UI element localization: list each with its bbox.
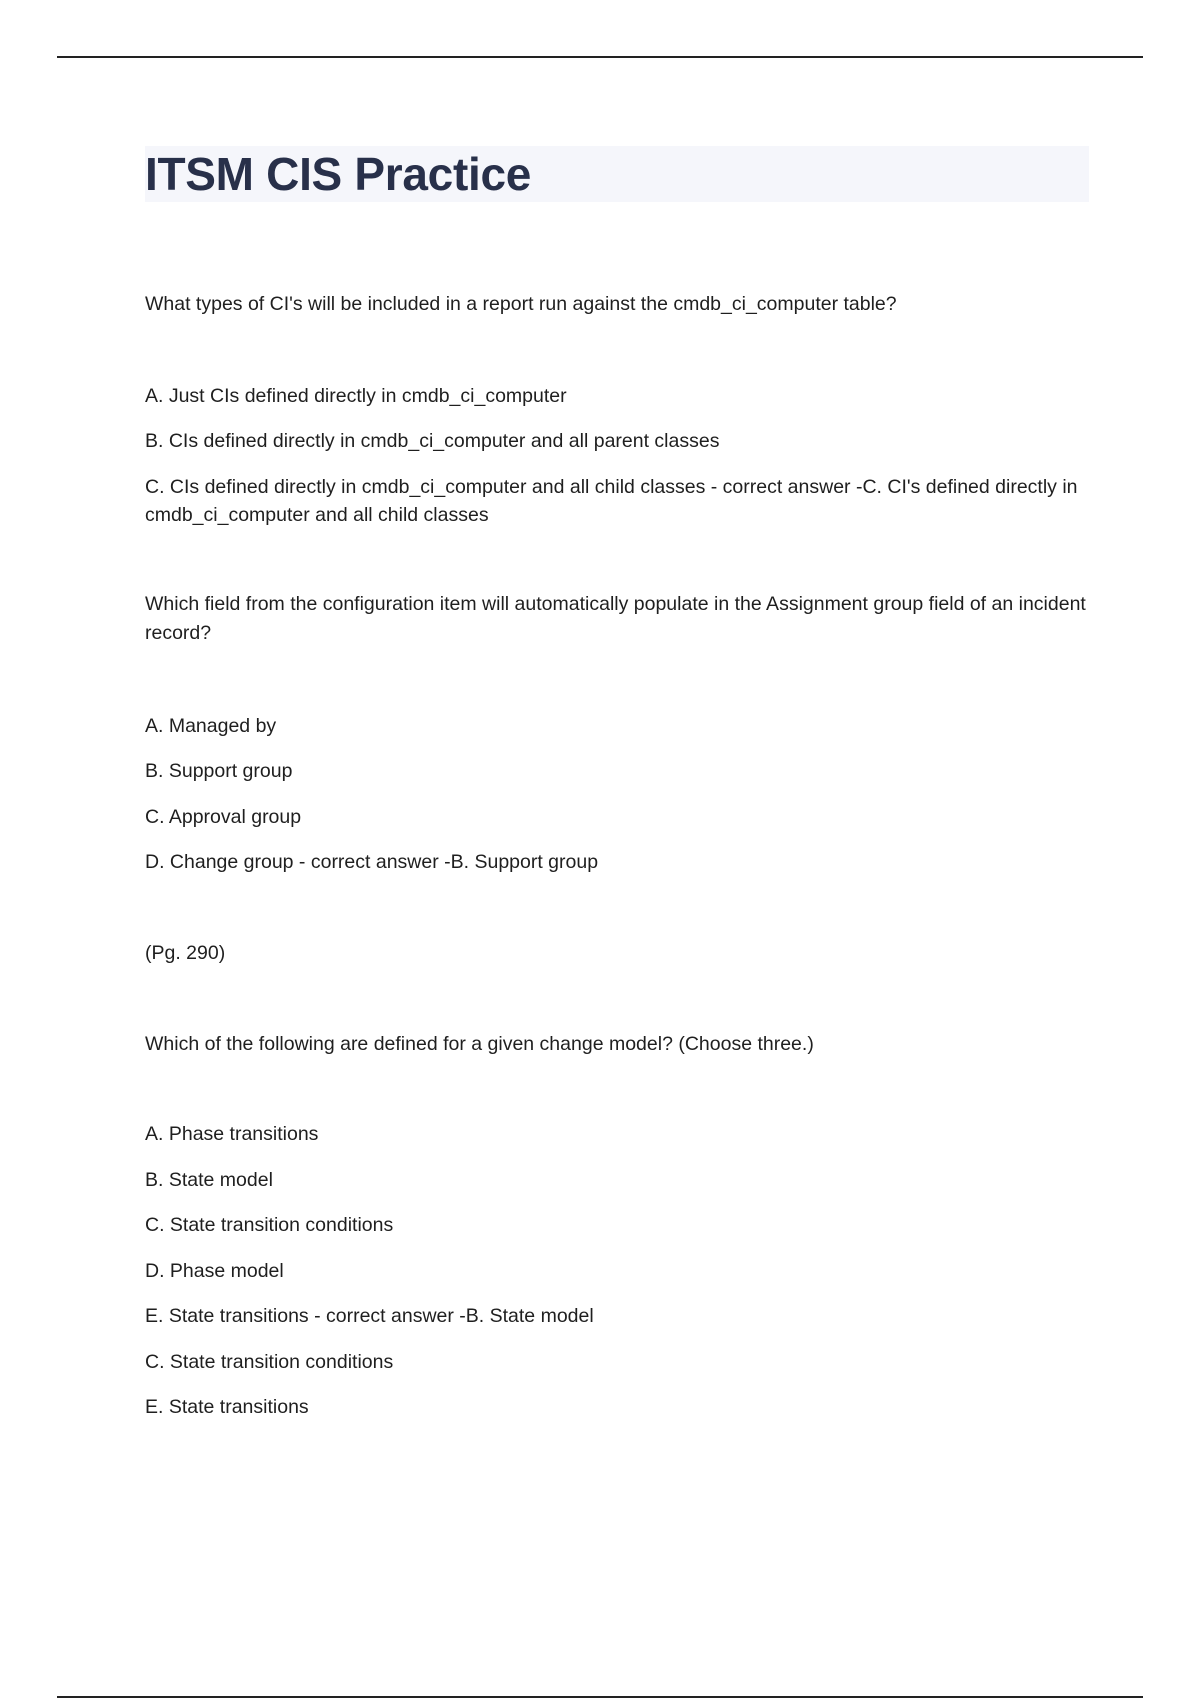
question-3-answer-e: E. State transitions: [145, 1396, 309, 1418]
question-2-option-b: B. Support group: [145, 760, 293, 782]
document-title: ITSM CIS Practice: [145, 148, 532, 200]
document-body: [145, 146, 1089, 1418]
question-2: [145, 590, 1089, 648]
question-3-option-b: B. State model: [145, 1169, 273, 1191]
question-2-prompt: Which field from the configuration item will automatically populate in the Assignment group field of an incident record?: [145, 593, 1086, 644]
question-2-option-c: C. Approval group: [145, 806, 302, 828]
question-2-option-d: D. Change group - correct answer -B. Support group: [145, 851, 599, 873]
question-2-option-a: A. Managed by: [145, 715, 277, 737]
question-3-option-a: A. Phase transitions: [145, 1123, 319, 1145]
question-1: [145, 290, 1089, 319]
question-3-option-e: E. State transitions - correct answer -B. State model: [145, 1305, 594, 1327]
question-1-option-a: A. Just CIs defined directly in cmdb_ci_computer: [145, 385, 567, 407]
question-1-option-b: B. CIs defined directly in cmdb_ci_computer and all parent classes: [145, 430, 720, 452]
header-rule: [57, 56, 1143, 58]
footer-rule: [57, 1696, 1143, 1698]
question-3: [145, 1030, 1089, 1059]
question-3-answer-c: C. State transition conditions: [145, 1351, 394, 1373]
title-band: [145, 146, 1089, 202]
question-2-page-note: (Pg. 290): [145, 942, 226, 964]
question-1-option-c: C. CIs defined directly in cmdb_ci_computer and all child classes - correct answer -C. CI's defined directly in cmdb_ci_computer and all child classes: [145, 476, 1078, 526]
question-3-option-d: D. Phase model: [145, 1260, 284, 1282]
question-1-prompt: What types of CI's will be included in a report run against the cmdb_ci_computer table?: [145, 293, 897, 315]
question-3-prompt: Which of the following are defined for a given change model? (Choose three.): [145, 1033, 814, 1055]
question-3-option-c: C. State transition conditions: [145, 1214, 394, 1236]
